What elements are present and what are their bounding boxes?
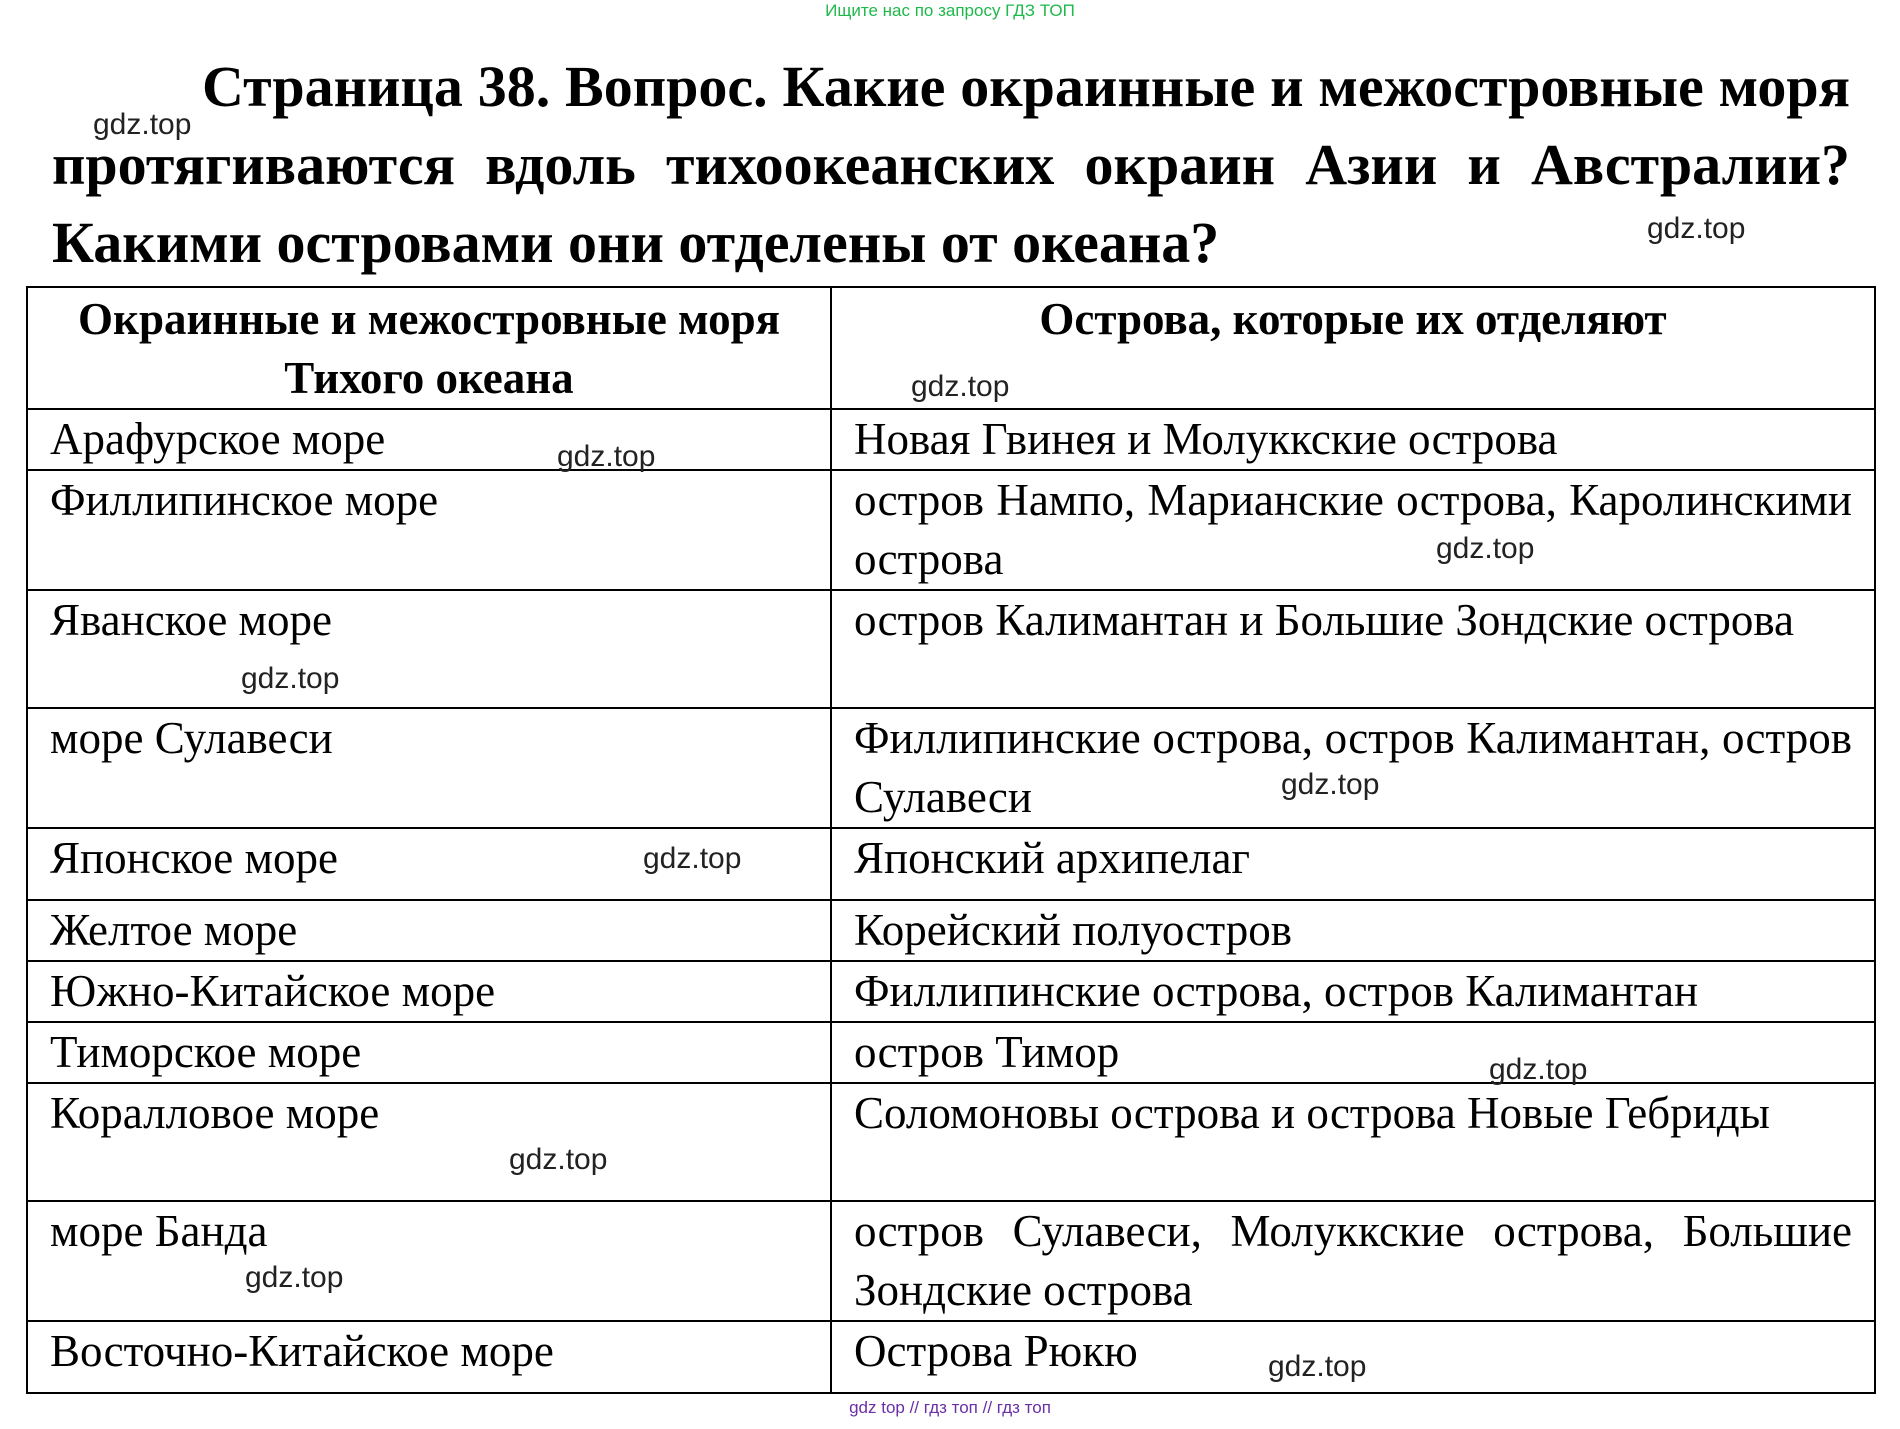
islands-cell: Японский архипелаг xyxy=(831,828,1875,900)
sea-cell: Арафурское море xyxy=(27,409,831,470)
islands-cell: Соломоновы острова и острова Новые Гебриды xyxy=(831,1083,1875,1201)
sea-cell: Коралловое море xyxy=(27,1083,831,1201)
table-row xyxy=(27,900,1875,961)
islands-cell: остров Калимантан и Большие Зондские острова xyxy=(831,590,1875,708)
question-text xyxy=(52,48,1850,282)
watermark: gdz.top xyxy=(643,842,742,875)
islands-cell: остров Нампо, Марианские острова, Каролинскими острова xyxy=(831,470,1875,590)
table-row xyxy=(27,1022,1875,1083)
watermark: gdz.top xyxy=(1436,532,1535,565)
table-row xyxy=(27,1321,1875,1393)
watermark: gdz.top xyxy=(911,370,1010,403)
table-row xyxy=(27,409,1875,470)
sea-cell: Желтое море xyxy=(27,900,831,961)
question-text-content: Страница 38. Вопрос. Какие окраинные и межостровные моря протягиваются вдоль тихоокеанских окраин Азии и Австралии? Какими островами они отделены от океана? xyxy=(52,54,1850,275)
watermark: gdz.top xyxy=(1281,768,1380,801)
islands-cell: Острова Рюкю xyxy=(831,1321,1875,1393)
islands-cell: Новая Гвинея и Молуккские острова xyxy=(831,409,1875,470)
sea-cell: Восточно-Китайское море xyxy=(27,1321,831,1393)
header-seas: Окраинные и межостровные моря Тихого океана xyxy=(27,287,831,409)
islands-cell: Филлипинские острова, остров Калимантан, остров Сулавеси xyxy=(831,708,1875,828)
watermark: gdz.top xyxy=(509,1143,608,1176)
watermark: gdz.top xyxy=(245,1261,344,1294)
sea-cell: море Банда xyxy=(27,1201,831,1321)
table-row xyxy=(27,828,1875,900)
sea-cell: Японское море xyxy=(27,828,831,900)
sea-cell: море Сулавеси xyxy=(27,708,831,828)
footer-links[interactable]: gdz top // гдз топ // гдз топ xyxy=(849,1398,1051,1417)
sea-cell: Филлипинское море xyxy=(27,470,831,590)
watermark: gdz.top xyxy=(1489,1053,1588,1086)
table-row xyxy=(27,708,1875,828)
islands-cell: Филлипинские острова, остров Калимантан xyxy=(831,961,1875,1022)
islands-cell: остров Тимор xyxy=(831,1022,1875,1083)
sea-cell: Яванское море xyxy=(27,590,831,708)
table-row xyxy=(27,1083,1875,1201)
watermark: gdz.top xyxy=(557,440,656,473)
table-row xyxy=(27,961,1875,1022)
watermark: gdz.top xyxy=(241,662,340,695)
table-row xyxy=(27,470,1875,590)
seas-table xyxy=(26,286,1876,1394)
islands-cell: Корейский полуостров xyxy=(831,900,1875,961)
sea-cell: Тиморское море xyxy=(27,1022,831,1083)
watermark: gdz.top xyxy=(93,108,192,141)
header-islands: Острова, которые их отделяют xyxy=(831,287,1875,409)
watermark: gdz.top xyxy=(1647,212,1746,245)
watermark: gdz.top xyxy=(1268,1350,1367,1383)
top-banner[interactable]: Ищите нас по запросу ГДЗ ТОП xyxy=(825,1,1075,20)
islands-cell: остров Сулавеси, Молуккские острова, Большие Зондские острова xyxy=(831,1201,1875,1321)
sea-cell: Южно-Китайское море xyxy=(27,961,831,1022)
